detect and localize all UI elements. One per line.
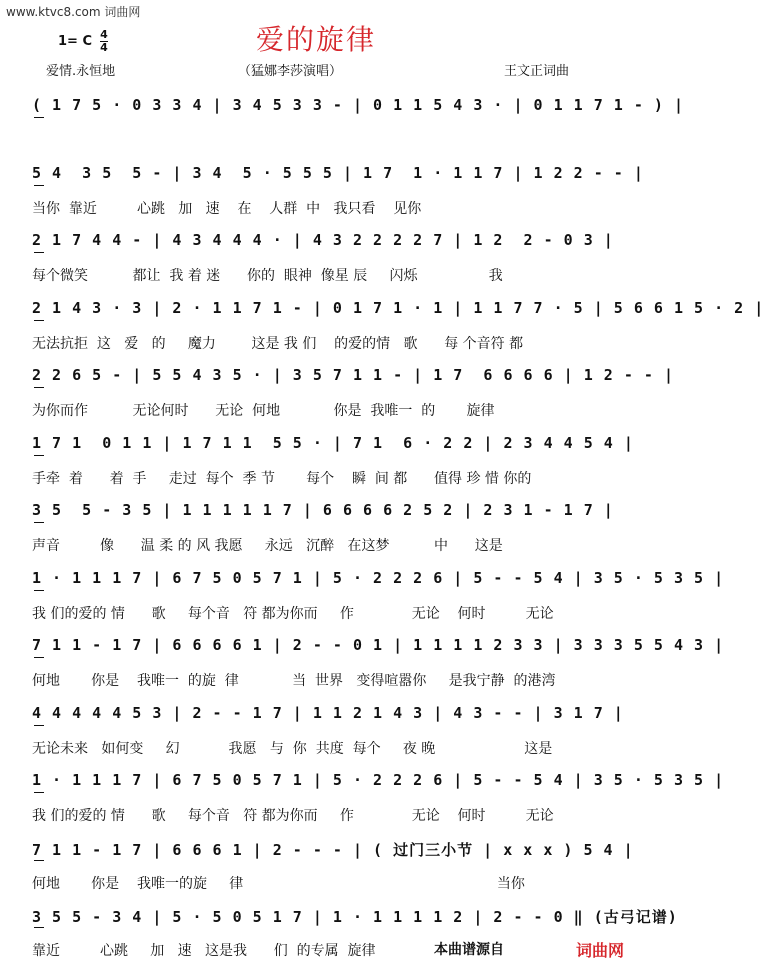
notation-line: 3 5 5 - 3 5 | 1 1 1 1 1 7 | 6 6 6 6 2 5 2 | 2 3 1 - 1 7 | bbox=[32, 501, 614, 519]
lyrics-line: 每个微笑 都让 我 着 迷 你的 眼神 像星 辰 闪烁 我 bbox=[32, 268, 503, 284]
lyrics-line: 当你 靠近 心跳 加 速 在 人群 中 我只看 见你 bbox=[32, 200, 422, 217]
beam-line bbox=[34, 860, 44, 861]
notation-line: 3 5 5 - 3 4 | 5 · 5 0 5 1 7 | 1 · 1 1 1 1 2 | 2 - - 0 ‖ (古弓记谱) bbox=[32, 908, 678, 926]
source-note: 本曲谱源自 bbox=[434, 942, 504, 958]
lyrics-line: 无法抗拒 这 爱 的 魔力 这是 我 们 的爱的情 歌 每 个音符 都 bbox=[32, 335, 524, 352]
lyrics-line: 何地 你是 我唯一的旋 律 当你 bbox=[32, 875, 525, 892]
beam-line bbox=[34, 522, 44, 523]
beam-line bbox=[34, 320, 44, 321]
notation-line: 2 2 6 5 - | 5 5 4 3 5 · | 3 5 7 1 1 - | 1 7 6 6 6 6 | 1 2 - - | bbox=[32, 366, 674, 384]
style-marking: 爱情.永恒地 bbox=[46, 64, 116, 79]
meter-bottom: 4 bbox=[100, 41, 108, 54]
lyrics-line: 靠近 心跳 加 速 这是我 们 的专属 旋律 bbox=[32, 943, 376, 959]
lyrics-line: 我 们的爱的 情 歌 每个音 符 都为你而 作 无论 何时 无论 bbox=[32, 605, 554, 622]
beam-line bbox=[34, 117, 44, 118]
notation-line: 4 4 4 4 4 5 3 | 2 - - 1 7 | 1 1 2 1 4 3 | 4 3 - - | 3 1 7 | bbox=[32, 703, 624, 722]
beam-line bbox=[34, 725, 44, 726]
notation-line: 7 1 1 - 1 7 | 6 6 6 1 | 2 - - - | ( 过门三小节 | x x x ) 5 4 | bbox=[32, 840, 634, 859]
beam-line bbox=[34, 455, 44, 456]
beam-line bbox=[34, 252, 44, 253]
lyrics-line: 我 们的爱的 情 歌 每个音 符 都为你而 作 无论 何时 无论 bbox=[32, 808, 554, 824]
lyrics-line: 手牵 着 着 手 走过 每个 季 节 每个 瞬 间 都 值得 珍 惜 你的 bbox=[32, 470, 532, 487]
notation-line: 2 1 7 4 4 - | 4 3 4 4 4 · | 4 3 2 2 2 2 7 | 1 2 2 - 0 3 | bbox=[32, 231, 614, 249]
notation-line: 5 4 3 5 5 - | 3 4 5 · 5 5 5 | 1 7 1 · 1 1 7 | 1 2 2 - - | bbox=[32, 163, 644, 182]
time-signature bbox=[100, 30, 108, 53]
lyrics-line: 声音 像 温 柔 的 风 我愿 永远 沉醉 在这梦 中 这是 bbox=[32, 538, 503, 554]
key-signature: 1= C bbox=[58, 34, 93, 49]
notation-line: 1 7 1 0 1 1 | 1 7 1 1 5 5 · | 7 1 6 · 2 2 | 2 3 4 4 5 4 | bbox=[32, 433, 634, 452]
notation-line: ( 1 7 5 · 0 3 3 4 | 3 4 5 3 3 - | 0 1 1 5 4 3 · | 0 1 1 7 1 - ) | bbox=[32, 96, 684, 114]
notation-line: 7 1 1 - 1 7 | 6 6 6 6 1 | 2 - - 0 1 | 1 1 1 1 2 3 3 | 3 3 3 5 5 4 3 | bbox=[32, 636, 725, 654]
lyrics-line: 为你而作 无论何时 无论 何地 你是 我唯一 的 旋律 bbox=[32, 403, 495, 419]
beam-line bbox=[34, 792, 44, 793]
notation-line: 1 · 1 1 1 7 | 6 7 5 0 5 7 1 | 5 · 2 2 2 6 | 5 - - 5 4 | 3 5 · 5 3 5 | bbox=[32, 568, 725, 587]
notation-line: 1 · 1 1 1 7 | 6 7 5 0 5 7 1 | 5 · 2 2 2 6 | 5 - - 5 4 | 3 5 · 5 3 5 | bbox=[32, 771, 725, 789]
song-title: 爱的旋律 bbox=[255, 23, 376, 56]
beam-line bbox=[34, 927, 44, 928]
beam-line bbox=[34, 657, 44, 658]
beam-line bbox=[34, 185, 44, 186]
performer: （猛娜李莎演唱） bbox=[238, 64, 343, 79]
meter-top: 4 bbox=[100, 28, 108, 41]
watermark: www.ktvc8.com 词曲网 bbox=[6, 5, 141, 19]
beam-line bbox=[34, 590, 44, 591]
credits: 王文正词曲 bbox=[504, 64, 570, 79]
site-logo: 词曲网 bbox=[575, 941, 624, 960]
lyrics-line: 无论未来 如何变 幻 我愿 与 你 共度 每个 夜 晚 这是 bbox=[32, 740, 553, 757]
beam-line bbox=[34, 387, 44, 388]
notation-line: 2 1 4 3 · 3 | 2 · 1 1 7 1 - | 0 1 7 1 · 1 | 1 1 7 7 · 5 | 5 6 6 1 5 · 2 | bbox=[32, 298, 764, 317]
lyrics-line: 何地 你是 我唯一 的旋 律 当 世界 变得喧嚣你 是我宁静 的港湾 bbox=[32, 673, 556, 689]
